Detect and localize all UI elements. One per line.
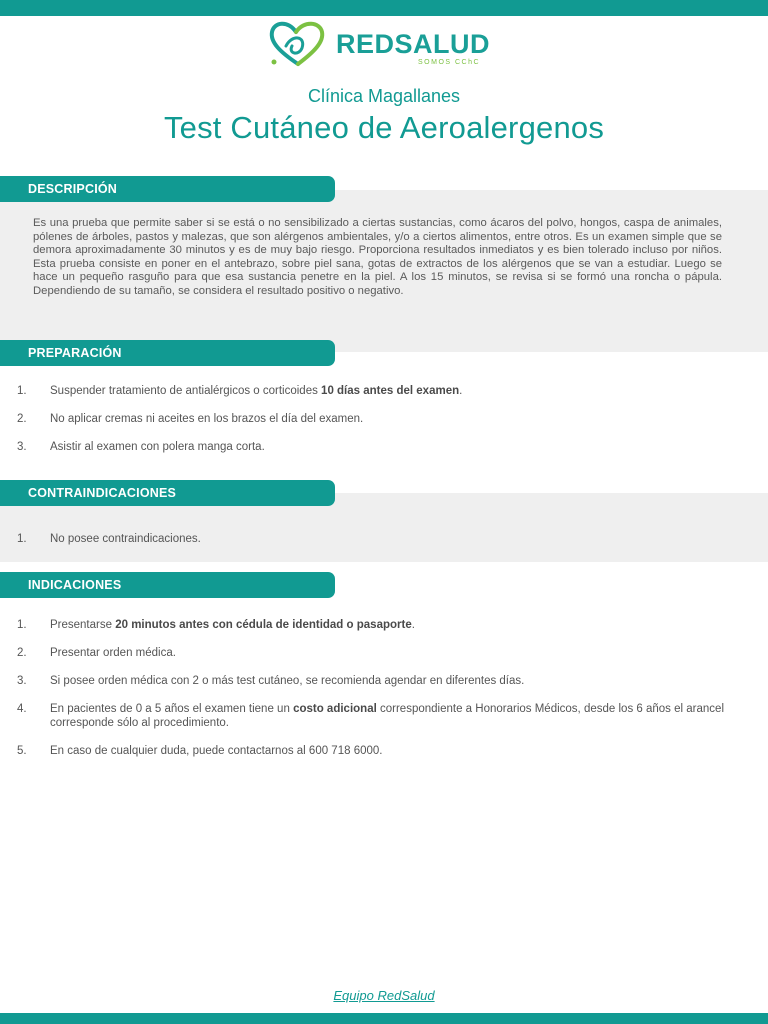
preparacion-header: PREPARACIÓN — [0, 340, 335, 366]
contraindicaciones-header: CONTRAINDICACIONES — [0, 480, 335, 506]
bottom-accent-bar — [0, 1013, 768, 1024]
brand-name: REDSALUD — [336, 29, 491, 59]
clinic-name: Clínica Magallanes — [307, 86, 461, 106]
descripcion-header: DESCRIPCIÓN — [0, 176, 335, 202]
indicaciones-header: INDICACIONES — [0, 572, 335, 598]
redsalud-logo — [266, 18, 506, 70]
top-accent-bar — [0, 0, 768, 16]
page-title: Test Cutáneo de Aeroalergenos — [163, 110, 605, 145]
heart-logo-icon — [266, 18, 332, 70]
brand-tagline: SOMOS CChC — [418, 59, 481, 66]
descripcion-body: Es una prueba que permite saber si se está o no sensibilizado a ciertas sustancias, como ácaros del polvo, hongos, caspa de animales, pólenes de árboles, pastos y malezas, que son alérgenos ambientales, y/o a ciertos alimentos, entre otros. Es un examen simple que se demora aproximadamente 30 minutos y es de muy bajo riesgo. Proporciona resultados inmediatos y es bien tolerado incluso por niños. Esta prueba consiste en poner en el antebrazo, sobre piel sana, gotas de extractos de los alérgenos que se van a estudiar. Luego se hace un pequeño rasguño para que esa sustancia penetre en la piel. A los 15 minutos, se revisa si se formó una roncha o pápula. Dependiendo de su tamaño, se considera el resultado positivo o negativo. — [33, 217, 722, 297]
footer-signature: Equipo RedSalud — [333, 988, 435, 1003]
